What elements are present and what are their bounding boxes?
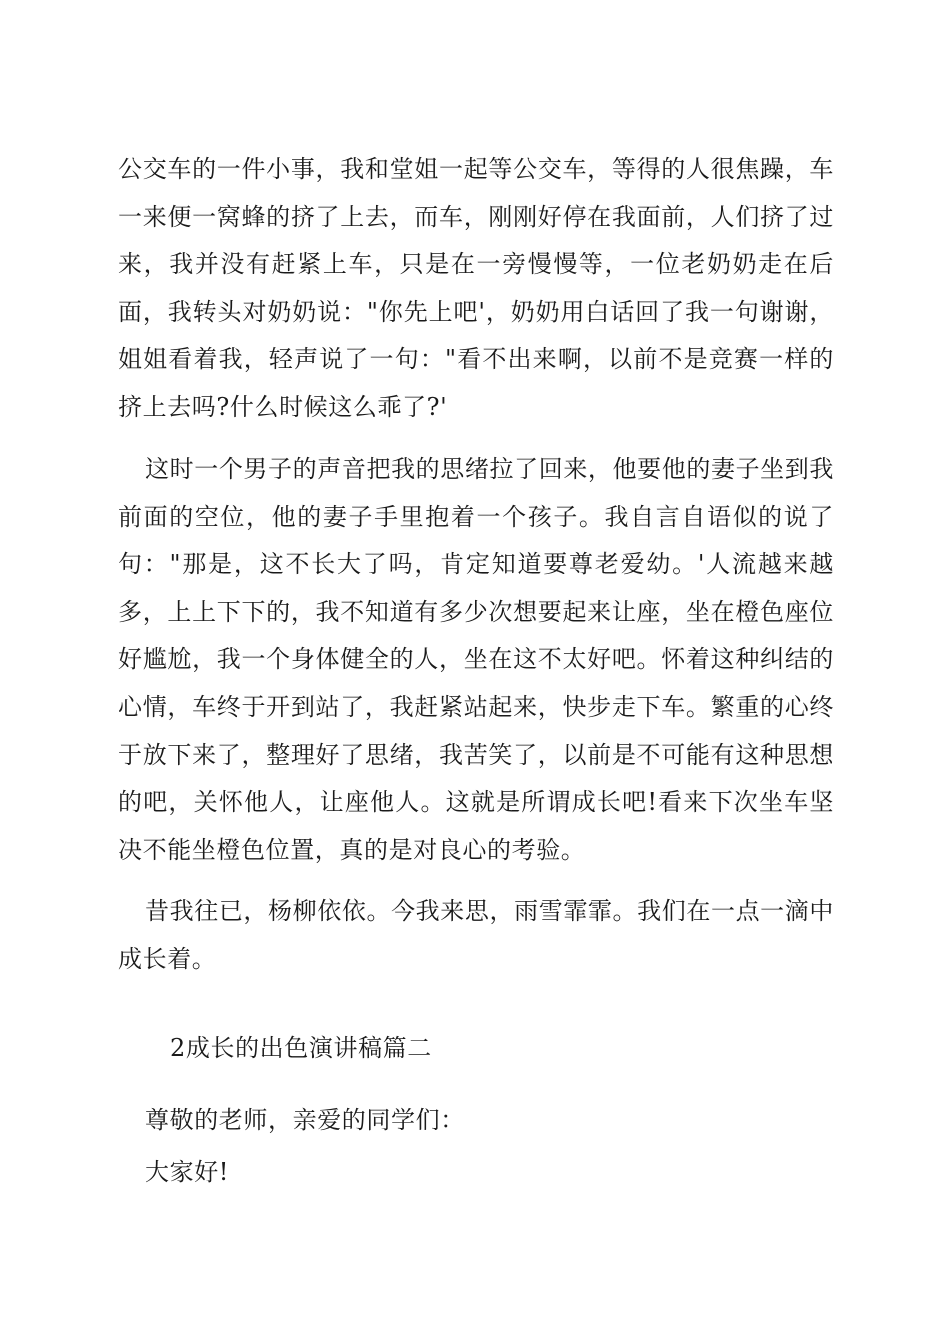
paragraph-bus-story: 公交车的一件小事，我和堂姐一起等公交车，等得的人很焦躁，车一来便一窝蜂的挤了上去，而车，刚刚好停在我面前，人们挤了过来，我并没有赶紧上车，只是在一旁慢慢等，一位老奶奶走在后面，我转头对奶奶说："你先上吧'，奶奶用白话回了我一句谢谢，姐姐看着我，轻声说了一句："看不出来啊，以前不是竞赛一样的挤上去吗?什么时候这么乖了?' [118, 155, 834, 421]
speech-greeting: 大家好! [145, 1158, 230, 1186]
speech-salutation: 尊敬的老师，亲爱的同学们： [145, 1106, 465, 1134]
paragraph-conclusion: 昔我往已，杨柳依依。今我来思，雨雪霏霏。我们在一点一滴中成长着。 [118, 897, 834, 973]
section-heading: 2成长的出色演讲稿篇二 [170, 1034, 432, 1062]
paragraph-reflection: 这时一个男子的声音把我的思绪拉了回来，他要他的妻子坐到我前面的空位，他的妻子手里抱着一个孩子。我自言自语似的说了句："那是，这不长大了吗，肯定知道要尊老爱幼。'人流越来越多，上上下下的，我不知道有多少次想要起来让座，坐在橙色座位好尴尬，我一个身体健全的人，坐在这不太好吧。怀着这种纠结的心情，车终于开到站了，我赶紧站起来，快步走下车。繁重的心终于放下来了，整理好了思绪，我苦笑了，以前是不可能有这种思想的吧，关怀他人，让座他人。这就是所谓成长吧!看来下次坐车坚决不能坐橙色位置，真的是对良心的考验。 [118, 455, 834, 864]
